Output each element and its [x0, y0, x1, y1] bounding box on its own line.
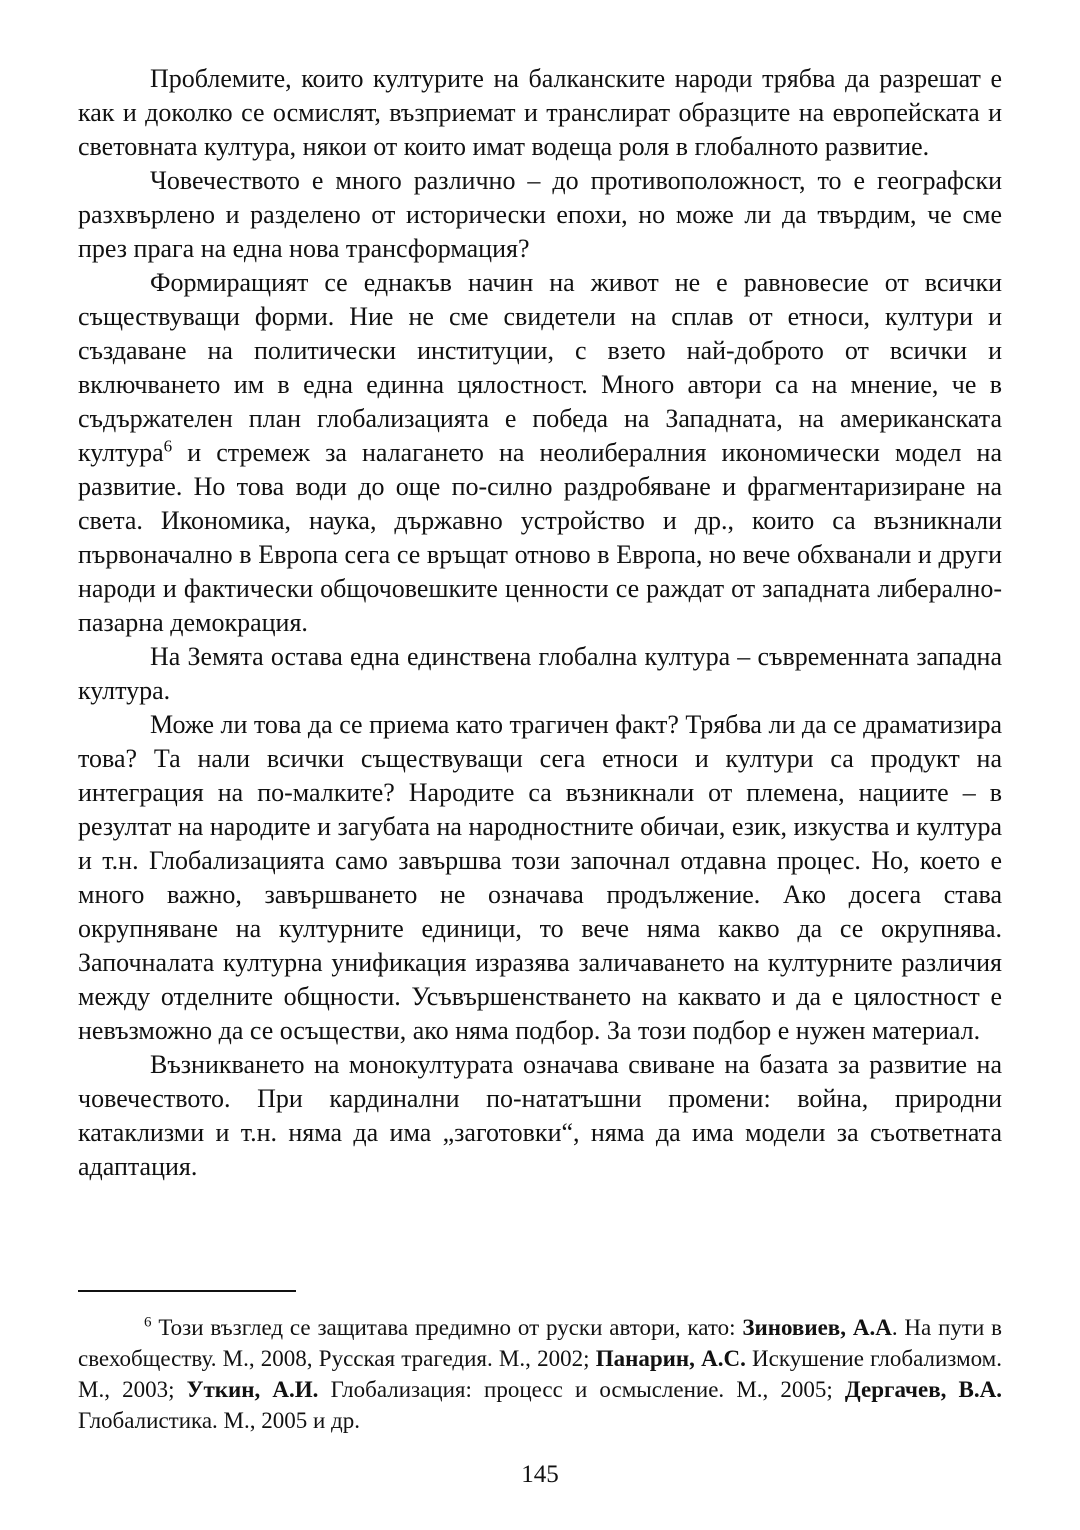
- paragraph-6: Възникването на монокултурата означава свиване на базата за развитие на човечеството. При кардинални по-нататъшни промени: война, природни катаклизми и т.н. няма да има „заготовки“, няма да има модели за съответната адаптация.: [78, 1050, 1002, 1181]
- paragraph-2: Човечеството е много различно – до противоположност, то е географски разхвърлено и разделено от исторически епохи, но може ли да твърдим, че сме през прага на една нова трансформация?: [78, 166, 1002, 263]
- footnote-separator: [78, 1290, 296, 1292]
- footnote-author: Панарин, А.С.: [595, 1346, 746, 1371]
- footnote-text: Глобалистика. М., 2005 и др.: [78, 1408, 361, 1433]
- footnote-author: Зиновиев, А.А: [742, 1315, 892, 1340]
- footnote-author: Уткин, А.И.: [186, 1377, 319, 1402]
- paragraph-3-text-after: и стремеж за налагането на неолибералния икономически модел на развитие. Но това води до още по-силно раздробяване и фрагментаризиране на света. Икономика, наука, държавно устройство и др., които са възникнали първоначално в Европа сега се връщат отново в Европа, но вече обхванали и други народи и фактически общочовешките ценности се раждат от западната либерално-пазарна демокрация.: [78, 438, 1002, 637]
- footnote: [78, 1312, 1002, 1436]
- paragraph-1: Проблемите, които културите на балканските народи трябва да разрешат е как и доколко се осмислят, възприемат и транслират образците на европейската и световната култура, някои от които имат водеща роля в глобалното развитие.: [78, 64, 1002, 161]
- main-text: [78, 62, 1002, 1184]
- footnote-text: Този възглед се защитава предимно от руски автори, като:: [151, 1315, 743, 1340]
- footnote-text: Глобализация: процесс и осмысление. М., 2005;: [318, 1377, 845, 1402]
- footnote-text: Искушение глобализмом. М., 2003;: [78, 1346, 1002, 1402]
- paragraph-3-text-before: Формиращият се еднакъв начин на живот не е равновесие от всички съществуващи форми. Ние не сме свидетели на сплав от етноси, култури и създаване на политически институции, с взето най-доброто от всички и включването им в една единна цялостност. Много автори са на мнение, че в съдържателен план глобализацията е победа на Западната, на американската култура: [78, 268, 1002, 467]
- footnote-reference: 6: [163, 436, 173, 456]
- paragraph-3: [78, 266, 1002, 640]
- footnote-text: . На пути в свехобществу. М., 2008, Русская трагедия. М., 2002;: [78, 1315, 1002, 1371]
- footnote-author: Дергачев, В.А.: [844, 1377, 1002, 1402]
- page-number: 145: [521, 1461, 559, 1488]
- footnote-area: [78, 1290, 1002, 1436]
- paragraph-5: Може ли това да се приема като трагичен факт? Трябва ли да се драматизира това? Та нали всички съществуващи сега етноси и култури са продукт на интеграция на по-малките? Народите са възникнали от племена, нациите – в резултат на народите и загубата на народностните обичаи, език, изкуства и култура и т.н. Глобализацията само завършва този започнал отдавна процес. Но, което е много важно, завършването не означава продължение. Ако досега става окрупняване на културните единици, то вече няма какво да се окрупнява. Започналата културна унификация изразява заличаването на културните различия между отделните общности. Усъвършенстването на каквато и да е цялостност е невъзможно да се осъществи, ако няма подбор. За този подбор е нужен материал.: [78, 710, 1002, 1045]
- paragraph-4: На Земята остава една единствена глобална култура – съвременната западна култура.: [78, 642, 1002, 705]
- footnote-marker: 6: [144, 1314, 152, 1331]
